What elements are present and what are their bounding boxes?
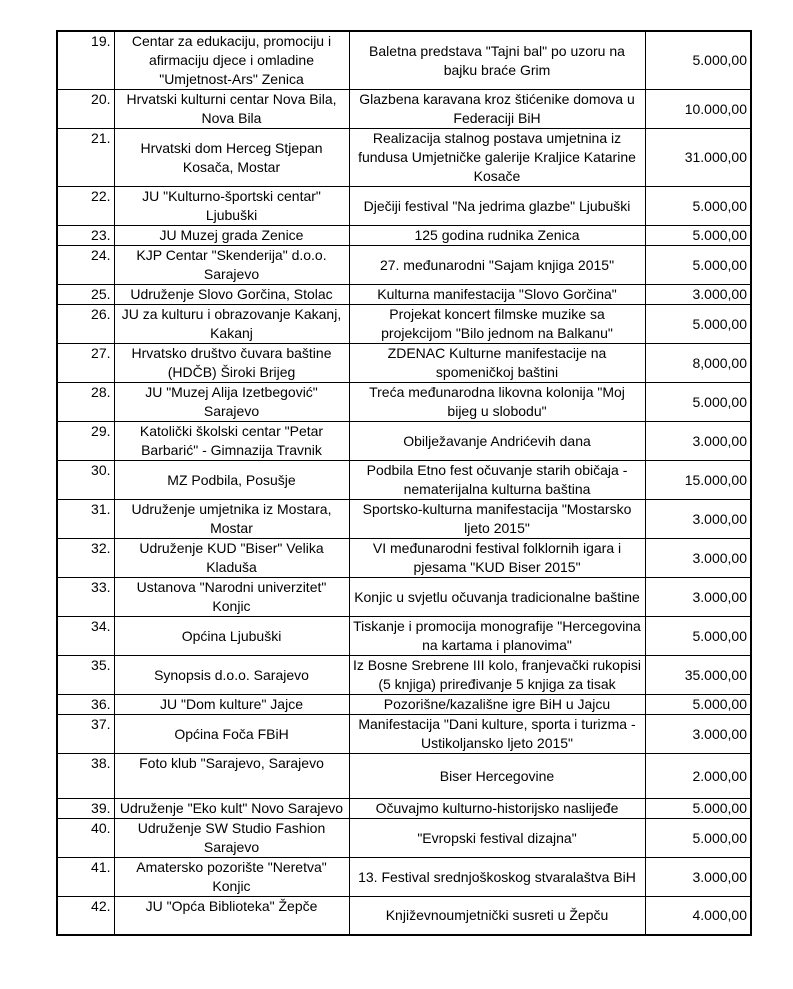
amount-cell: 5.000,00 — [645, 617, 751, 656]
organization-cell: JU "Muzej Alija Izetbegović" Sarajevo — [114, 383, 349, 422]
organization-cell: MZ Podbila, Posušje — [114, 461, 349, 500]
row-number-cell: 22. — [57, 187, 114, 226]
row-number-cell: 30. — [57, 461, 114, 500]
amount-cell: 3.000,00 — [645, 578, 751, 617]
amount-cell: 10.000,00 — [645, 90, 751, 129]
organization-cell: Općina Ljubuški — [114, 617, 349, 656]
row-number-cell: 32. — [57, 539, 114, 578]
project-cell: Biser Hercegovine — [349, 754, 645, 799]
amount-cell: 5.000,00 — [645, 226, 751, 246]
organization-cell: Hrvatsko društvo čuvara baštine (HDČB) Široki Brijeg — [114, 344, 349, 383]
organization-cell: Udruženje "Eko kult" Novo Sarajevo — [114, 799, 349, 819]
table-row — [57, 858, 751, 897]
amount-cell: 5.000,00 — [645, 383, 751, 422]
amount-cell: 5.000,00 — [645, 31, 751, 90]
amount-cell: 5.000,00 — [645, 819, 751, 858]
table-row — [57, 383, 751, 422]
project-cell: Baletna predstava "Tajni bal" po uzoru na bajku braće Grim — [349, 31, 645, 90]
organization-cell: Hrvatski kulturni centar Nova Bila, Nova Bila — [114, 90, 349, 129]
table-row — [57, 539, 751, 578]
row-number-cell: 33. — [57, 578, 114, 617]
project-cell: Kulturna manifestacija "Slovo Gorčina" — [349, 285, 645, 305]
amount-cell: 15.000,00 — [645, 461, 751, 500]
amount-cell: 5.000,00 — [645, 305, 751, 344]
table-row — [57, 31, 751, 90]
table-row — [57, 819, 751, 858]
project-cell: VI međunarodni festival folklornih igara i pjesama "KUD Biser 2015" — [349, 539, 645, 578]
organization-cell: KJP Centar "Skenderija" d.o.o. Sarajevo — [114, 246, 349, 285]
table-row — [57, 461, 751, 500]
amount-cell: 3.000,00 — [645, 858, 751, 897]
row-number-cell: 24. — [57, 246, 114, 285]
amount-cell: 5.000,00 — [645, 799, 751, 819]
project-cell: Očuvajmo kulturno-historijsko naslijeđe — [349, 799, 645, 819]
row-number-cell: 29. — [57, 422, 114, 461]
project-cell: Pozorišne/kazališne igre BiH u Jajcu — [349, 695, 645, 715]
amount-cell: 35.000,00 — [645, 656, 751, 695]
row-number-cell: 40. — [57, 819, 114, 858]
amount-cell: 5.000,00 — [645, 695, 751, 715]
table-row — [57, 715, 751, 754]
row-number-cell: 37. — [57, 715, 114, 754]
project-cell: "Evropski festival dizajna" — [349, 819, 645, 858]
amount-cell: 2.000,00 — [645, 754, 751, 799]
row-number-cell: 27. — [57, 344, 114, 383]
amount-cell: 3.000,00 — [645, 539, 751, 578]
project-cell: Realizacija stalnog postava umjetnina iz fundusa Umjetničke galerije Kraljice Katarine Kosače — [349, 129, 645, 187]
organization-cell: JU "Dom kulture" Jajce — [114, 695, 349, 715]
row-number-cell: 23. — [57, 226, 114, 246]
organization-cell: JU "Opća Biblioteka" Žepče — [114, 897, 349, 935]
table-row — [57, 226, 751, 246]
organization-cell: Udruženje SW Studio Fashion Sarajevo — [114, 819, 349, 858]
row-number-cell: 41. — [57, 858, 114, 897]
project-cell: Konjic u svjetlu očuvanja tradicionalne baštine — [349, 578, 645, 617]
organization-cell: Udruženje umjetnika iz Mostara, Mostar — [114, 500, 349, 539]
organization-cell: Udruženje Slovo Gorčina, Stolac — [114, 285, 349, 305]
project-cell: Glazbena karavana kroz štićenike domova u Federaciji BiH — [349, 90, 645, 129]
table-row — [57, 500, 751, 539]
row-number-cell: 38. — [57, 754, 114, 799]
organization-cell: Ustanova "Narodni univerzitet" Konjic — [114, 578, 349, 617]
grants-table — [56, 30, 752, 936]
table-row — [57, 422, 751, 461]
organization-cell: Katolički školski centar "Petar Barbarić" - Gimnazija Travnik — [114, 422, 349, 461]
row-number-cell: 21. — [57, 129, 114, 187]
project-cell: Sportsko-kulturna manifestacija "Mostarsko ljeto 2015" — [349, 500, 645, 539]
project-cell: Treća međunarodna likovna kolonija "Moj bijeg u slobodu" — [349, 383, 645, 422]
table-row — [57, 695, 751, 715]
project-cell: Književnoumjetnički susreti u Žepču — [349, 897, 645, 935]
row-number-cell: 34. — [57, 617, 114, 656]
project-cell: Manifestacija "Dani kulture, sporta i turizma - Ustikoljansko ljeto 2015" — [349, 715, 645, 754]
project-cell: 125 godina rudnika Zenica — [349, 226, 645, 246]
grants-table-body — [57, 31, 751, 935]
row-number-cell: 19. — [57, 31, 114, 90]
table-row — [57, 344, 751, 383]
amount-cell: 5.000,00 — [645, 246, 751, 285]
organization-cell: Synopsis d.o.o. Sarajevo — [114, 656, 349, 695]
project-cell: 13. Festival srednjoškoskog stvaralaštva BiH — [349, 858, 645, 897]
amount-cell: 4.000,00 — [645, 897, 751, 935]
amount-cell: 3.000,00 — [645, 285, 751, 305]
amount-cell: 5.000,00 — [645, 187, 751, 226]
amount-cell: 31.000,00 — [645, 129, 751, 187]
project-cell: 27. međunarodni "Sajam knjiga 2015" — [349, 246, 645, 285]
row-number-cell: 26. — [57, 305, 114, 344]
row-number-cell: 31. — [57, 500, 114, 539]
organization-cell: Udruženje KUD "Biser" Velika Kladuša — [114, 539, 349, 578]
organization-cell: JU "Kulturno-športski centar" Ljubuški — [114, 187, 349, 226]
table-row — [57, 578, 751, 617]
row-number-cell: 42. — [57, 897, 114, 935]
table-row — [57, 754, 751, 799]
organization-cell: JU za kulturu i obrazovanje Kakanj, Kakanj — [114, 305, 349, 344]
amount-cell: 8,000,00 — [645, 344, 751, 383]
organization-cell: Foto klub "Sarajevo, Sarajevo — [114, 754, 349, 799]
row-number-cell: 25. — [57, 285, 114, 305]
project-cell: Obilježavanje Andrićevih dana — [349, 422, 645, 461]
organization-cell: Centar za edukaciju, promociju i afirmaciju djece i omladine "Umjetnost-Ars" Zenica — [114, 31, 349, 90]
project-cell: Tiskanje i promocija monografije "Hercegovina na kartama i planovima" — [349, 617, 645, 656]
table-row — [57, 617, 751, 656]
organization-cell: Hrvatski dom Herceg Stjepan Kosača, Mostar — [114, 129, 349, 187]
row-number-cell: 35. — [57, 656, 114, 695]
project-cell: Projekat koncert filmske muzike sa projekcijom "Bilo jednom na Balkanu" — [349, 305, 645, 344]
amount-cell: 3.000,00 — [645, 715, 751, 754]
table-row — [57, 656, 751, 695]
project-cell: ZDENAC Kulturne manifestacije na spomeničkoj baštini — [349, 344, 645, 383]
table-row — [57, 799, 751, 819]
table-row — [57, 187, 751, 226]
row-number-cell: 39. — [57, 799, 114, 819]
table-row — [57, 897, 751, 935]
project-cell: Dječiji festival "Na jedrima glazbe" Ljubuški — [349, 187, 645, 226]
row-number-cell: 28. — [57, 383, 114, 422]
row-number-cell: 20. — [57, 90, 114, 129]
organization-cell: Amatersko pozorište "Neretva" Konjic — [114, 858, 349, 897]
table-row — [57, 129, 751, 187]
organization-cell: JU Muzej grada Zenice — [114, 226, 349, 246]
project-cell: Iz Bosne Srebrene III kolo, franjevački rukopisi (5 knjiga) priređivanje 5 knjiga za tisak — [349, 656, 645, 695]
organization-cell: Općina Foča FBiH — [114, 715, 349, 754]
table-row — [57, 246, 751, 285]
table-row — [57, 285, 751, 305]
amount-cell: 3.000,00 — [645, 422, 751, 461]
table-row — [57, 90, 751, 129]
table-row — [57, 305, 751, 344]
amount-cell: 3.000,00 — [645, 500, 751, 539]
project-cell: Podbila Etno fest očuvanje starih običaja - nematerijalna kulturna baština — [349, 461, 645, 500]
row-number-cell: 36. — [57, 695, 114, 715]
